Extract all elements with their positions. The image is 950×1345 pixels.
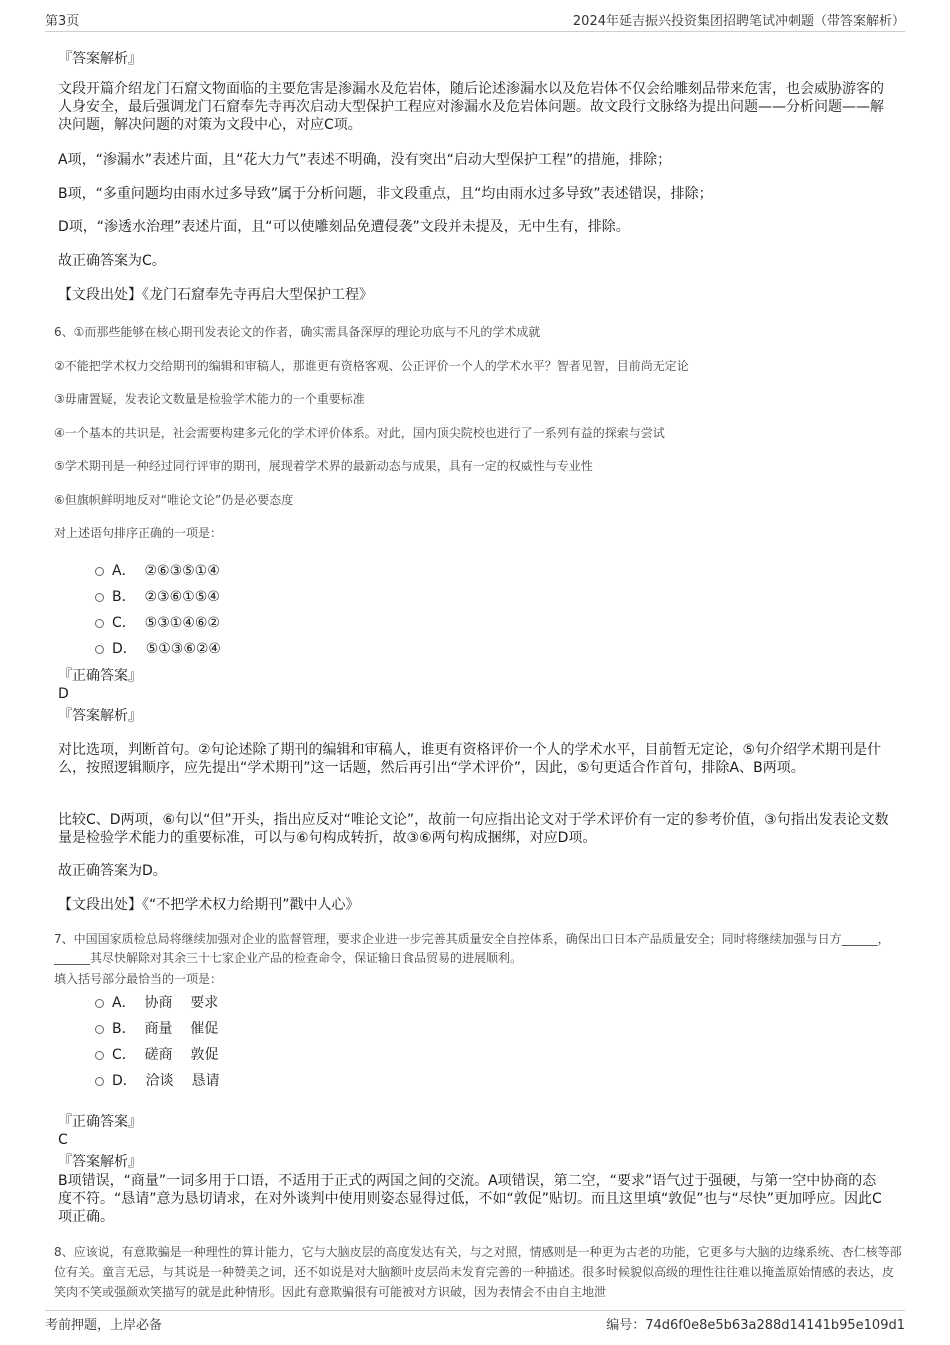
q6-option-d[interactable]	[95, 640, 221, 658]
radio-icon[interactable]	[95, 1025, 104, 1034]
q8-stem: 8、应该说，有意欺骗是一种理性的算计能力，它与大脑皮层的高度发达有关，与之对照，情感则是一种更为古老的功能，它更多与大脑的边缘系统、杏仁核等部位有关。童言无忌，与其说是一种赞美之词，还不如说是对大脑额叶皮层尚未发育完善的一种描述。很多时候貌似高级的理性往往难以掩盖原始情感的表达，皮笑肉不笑或强颜欢笑描写的就是此种情形。因此有意欺骗很有可能被对方识破，因为表情会不由自主地泄	[54, 1245, 902, 1299]
q5-analysis-option-a: A项，“渗漏水”表述片面，且“花大力气”表述不明确，没有突出“启动大型保护工程”的措施，排除；	[58, 152, 672, 168]
q6-sentence-2: ②不能把学术权力交给期刊的编辑和审稿人，那谁更有资格客观、公正评价一个人的学术水平？智者见智，目前尚无定论	[54, 359, 689, 373]
q5-analysis-option-b: B项，“多重问题均由雨水过多导致”属于分析问题，非文段重点，且“均由雨水过多导致”表述错误，排除；	[58, 186, 713, 202]
q6-sentence-5: ⑤学术期刊是一种经过同行评审的期刊，展现着学术界的最新动态与成果，具有一定的权威性与专业性	[54, 459, 593, 473]
q7-option-b[interactable]	[95, 1020, 218, 1038]
q7-option-b-label: B． 商量 催促	[112, 1021, 219, 1037]
q6-sentence-6: ⑥但旗帜鲜明地反对“唯论文论”仍是必要态度	[54, 493, 294, 507]
radio-icon[interactable]	[95, 1077, 104, 1086]
q7-option-c[interactable]	[95, 1046, 218, 1064]
radio-icon[interactable]	[95, 1051, 104, 1060]
q7-analysis-label: 『答案解析』	[58, 1154, 142, 1170]
q6-source: 【文段出处】《“不把学术权力给期刊”戳中人心》	[58, 897, 360, 913]
q6-option-c[interactable]	[95, 614, 220, 632]
q6-analysis-label: 『答案解析』	[58, 708, 142, 724]
q7-prompt: 填入括号部分最恰当的一项是：	[54, 972, 223, 986]
q5-conclusion: 故正确答案为C。	[58, 253, 166, 269]
radio-icon[interactable]	[95, 645, 104, 654]
q6-conclusion: 故正确答案为D。	[58, 863, 167, 879]
q7-option-a-label: A． 协商 要求	[112, 995, 219, 1011]
q7-analysis-para1: B项错误，“商量”一词多用于口语，不适用于正式的两国之间的交流。A项错误，第二空，“要求”语气过于强硬，与第一空中协商的态度不符。“恳请”意为恳切请求，在对外谈判中使用则姿态显得过低，不如“敦促”贴切。而且这里填“敦促”也与“尽快”更加呼应。因此C项正确。	[58, 1173, 882, 1225]
q6-analysis-para2: 比较C、D两项，⑥句以“但”开头，指出应反对“唯论文论”，故前一句应指出论文对于学术评价有一定的参考价值，③句指出发表论文数量是检验学术能力的重要标准，可以与⑥句构成转折，故③⑥两句构成捆绑，对应D项。	[58, 812, 889, 846]
document-title: 2024年延吉振兴投资集团招聘笔试冲刺题（带答案解析）	[572, 14, 905, 29]
q6-option-c-label: C． ⑤③①④⑥②	[112, 615, 220, 631]
q6-option-a-label: A． ②⑥③⑤①④	[112, 563, 220, 579]
q6-answer-label: 『正确答案』	[58, 668, 142, 684]
q6-sentence-1: 6、①而那些能够在核心期刊发表论文的作者，确实需具备深厚的理论功底与不凡的学术成就	[54, 325, 541, 339]
q7-option-a[interactable]	[95, 994, 218, 1012]
q6-sentence-4: ④一个基本的共识是，社会需要构建多元化的学术评价体系。对此，国内顶尖院校也进行了一系列有益的探索与尝试	[54, 426, 665, 440]
document-code-value: 74d6f0e8e5b63a288d14141b95e109d1	[645, 1318, 905, 1333]
q6-option-b-label: B． ②③⑥①⑤④	[112, 589, 220, 605]
radio-icon[interactable]	[95, 567, 104, 576]
q5-analysis-option-d: D项，“渗透水治理”表述片面，且“可以使雕刻品免遭侵袭”文段并未提及，无中生有，排除。	[58, 219, 630, 235]
q7-stem: 7、中国国家质检总局将继续加强对企业的监督管理，要求企业进一步完善其质量安全自控体系，确保出口日本产品质量安全；同时将继续加强与日方______，______其尽快解除对其余三十七家企业产品的检查命令，保证输日食品贸易的进展顺利。	[54, 932, 890, 965]
q7-answer: C	[58, 1132, 68, 1148]
radio-icon[interactable]	[95, 593, 104, 602]
footer-slogan: 考前押题，上岸必备	[45, 1318, 163, 1333]
header-rule	[45, 31, 905, 32]
q7-option-d-label: D． 洽谈 恳请	[112, 1073, 220, 1089]
page-number: 第3页	[45, 14, 80, 29]
q6-option-b[interactable]	[95, 588, 220, 606]
q5-source: 【文段出处】《龙门石窟奉先寺再启大型保护工程》	[58, 287, 373, 303]
q6-analysis-para1: 对比选项，判断首句。②句论述除了期刊的编辑和审稿人，谁更有资格评价一个人的学术水平，目前暂无定论，⑤句介绍学术期刊是什么，按照逻辑顺序，应先提出“学术期刊”这一话题，然后再引出“学术评价”，因此，⑤句更适合作首句，排除A、B两项。	[58, 742, 882, 776]
q6-option-a[interactable]	[95, 562, 220, 580]
q5-analysis-label: 『答案解析』	[58, 51, 142, 67]
q6-sentence-3: ③毋庸置疑，发表论文数量是检验学术能力的一个重要标准	[54, 392, 365, 406]
q6-prompt: 对上述语句排序正确的一项是：	[54, 526, 223, 540]
document-code	[606, 1314, 905, 1333]
q7-option-c-label: C． 磋商 敦促	[112, 1047, 219, 1063]
q7-answer-label: 『正确答案』	[58, 1114, 142, 1130]
radio-icon[interactable]	[95, 619, 104, 628]
footer-rule	[45, 1310, 905, 1311]
q5-analysis-para1: 文段开篇介绍龙门石窟文物面临的主要危害是渗漏水及危岩体，随后论述渗漏水以及危岩体不仅会给雕刻品带来危害，也会威胁游客的人身安全，最后强调龙门石窟奉先寺再次启动大型保护工程应对渗漏水及危岩体问题。故文段行文脉络为提出问题——分析问题——解决问题，解决问题的对策为文段中心，对应C项。	[58, 81, 884, 133]
q6-answer: D	[58, 686, 69, 702]
document-code-label: 编号：	[606, 1318, 646, 1333]
radio-icon[interactable]	[95, 999, 104, 1008]
q6-option-d-label: D． ⑤①③⑥②④	[112, 641, 221, 657]
q7-option-d[interactable]	[95, 1072, 219, 1090]
